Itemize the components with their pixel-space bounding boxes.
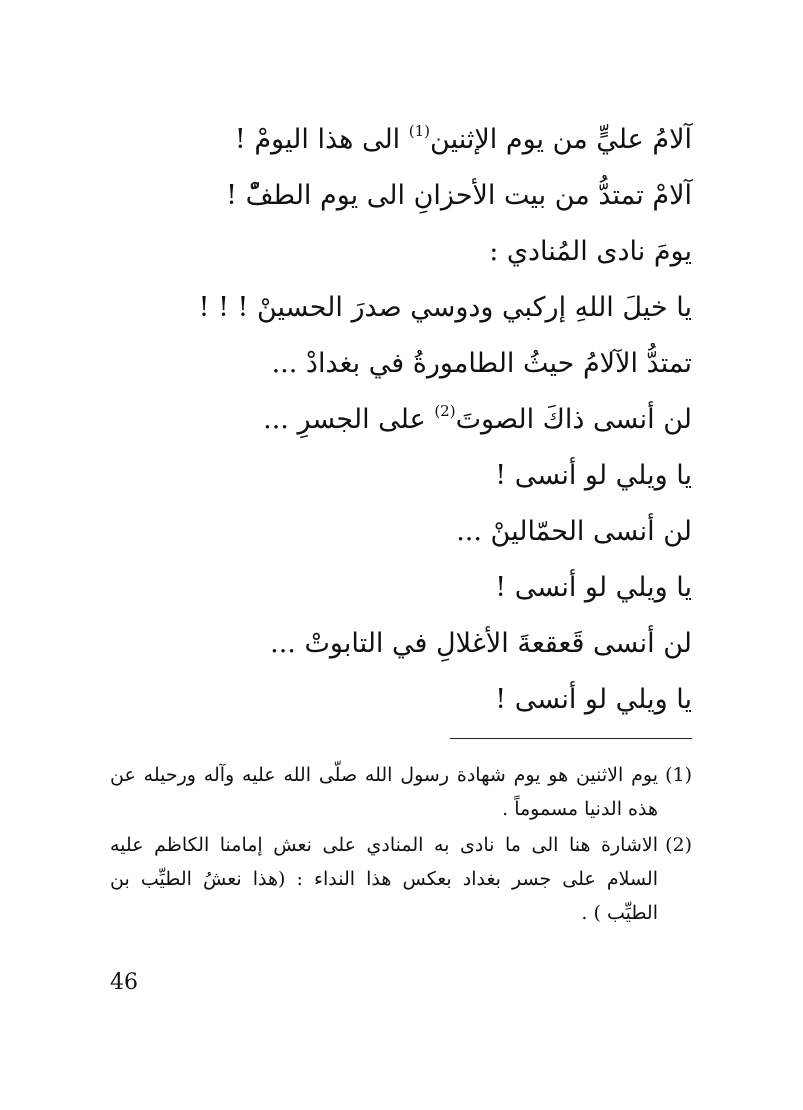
verse-line: لن أنسى الحمّالينْ ... (456, 516, 692, 547)
verse-line: لن أنسى قَعقعةَ الأغلالِ في التابوتْ ... (270, 628, 692, 659)
footnote-number: (2) (665, 834, 692, 856)
footnote-text: يوم الاثنين هو يوم شهادة رسول الله صلّى الله عليه وآله ورحيله عن هذه الدنيا مسموماً . (110, 764, 658, 820)
footnotes (110, 758, 692, 932)
verse-line: آلامُ عليٍّ من يوم الإثنين$^{(1)}$ الى هذا اليومْ ! (234, 122, 692, 155)
footnote-marker: (2) (434, 402, 456, 420)
verse-line: يا خيلَ اللهِ إركبي ودوسي صدرَ الحسينْ ! ! ! (198, 292, 692, 323)
page-number: 46 (110, 970, 138, 995)
footnote-marker: (1) (408, 122, 431, 140)
verse-line: لن أنسى ذاكَ الصوتَ$^{(2)}$ على الجسرِ ... (263, 402, 692, 435)
footnote-divider (450, 738, 692, 739)
footnote-number: (1) (665, 764, 692, 786)
footnote-text: الاشارة هنا الى ما نادى به المنادي على نعش إمامنا الكاظم عليه السلام على جسر بغداد بعكس هذا النداء : (هذا نعشُ الطيِّب بن الطيِّب ) . (110, 834, 658, 924)
verse-line: آلامْ تمتدُّ من بيت الأحزانِ الى يوم الطفّْ ! (226, 180, 692, 211)
verse-line: يومَ نادى المُنادي : (489, 236, 692, 267)
verse-line: يا ويلي لو أنسى ! (495, 684, 692, 715)
footnote (110, 828, 692, 930)
poem-body (110, 112, 692, 728)
verse-line: يا ويلي لو أنسى ! (495, 460, 692, 491)
verse-line: تمتدُّ الآلامُ حيثُ الطامورةُ في بغدادْ ... (271, 348, 692, 379)
verse-line: يا ويلي لو أنسى ! (495, 572, 692, 603)
footnote (110, 758, 692, 826)
